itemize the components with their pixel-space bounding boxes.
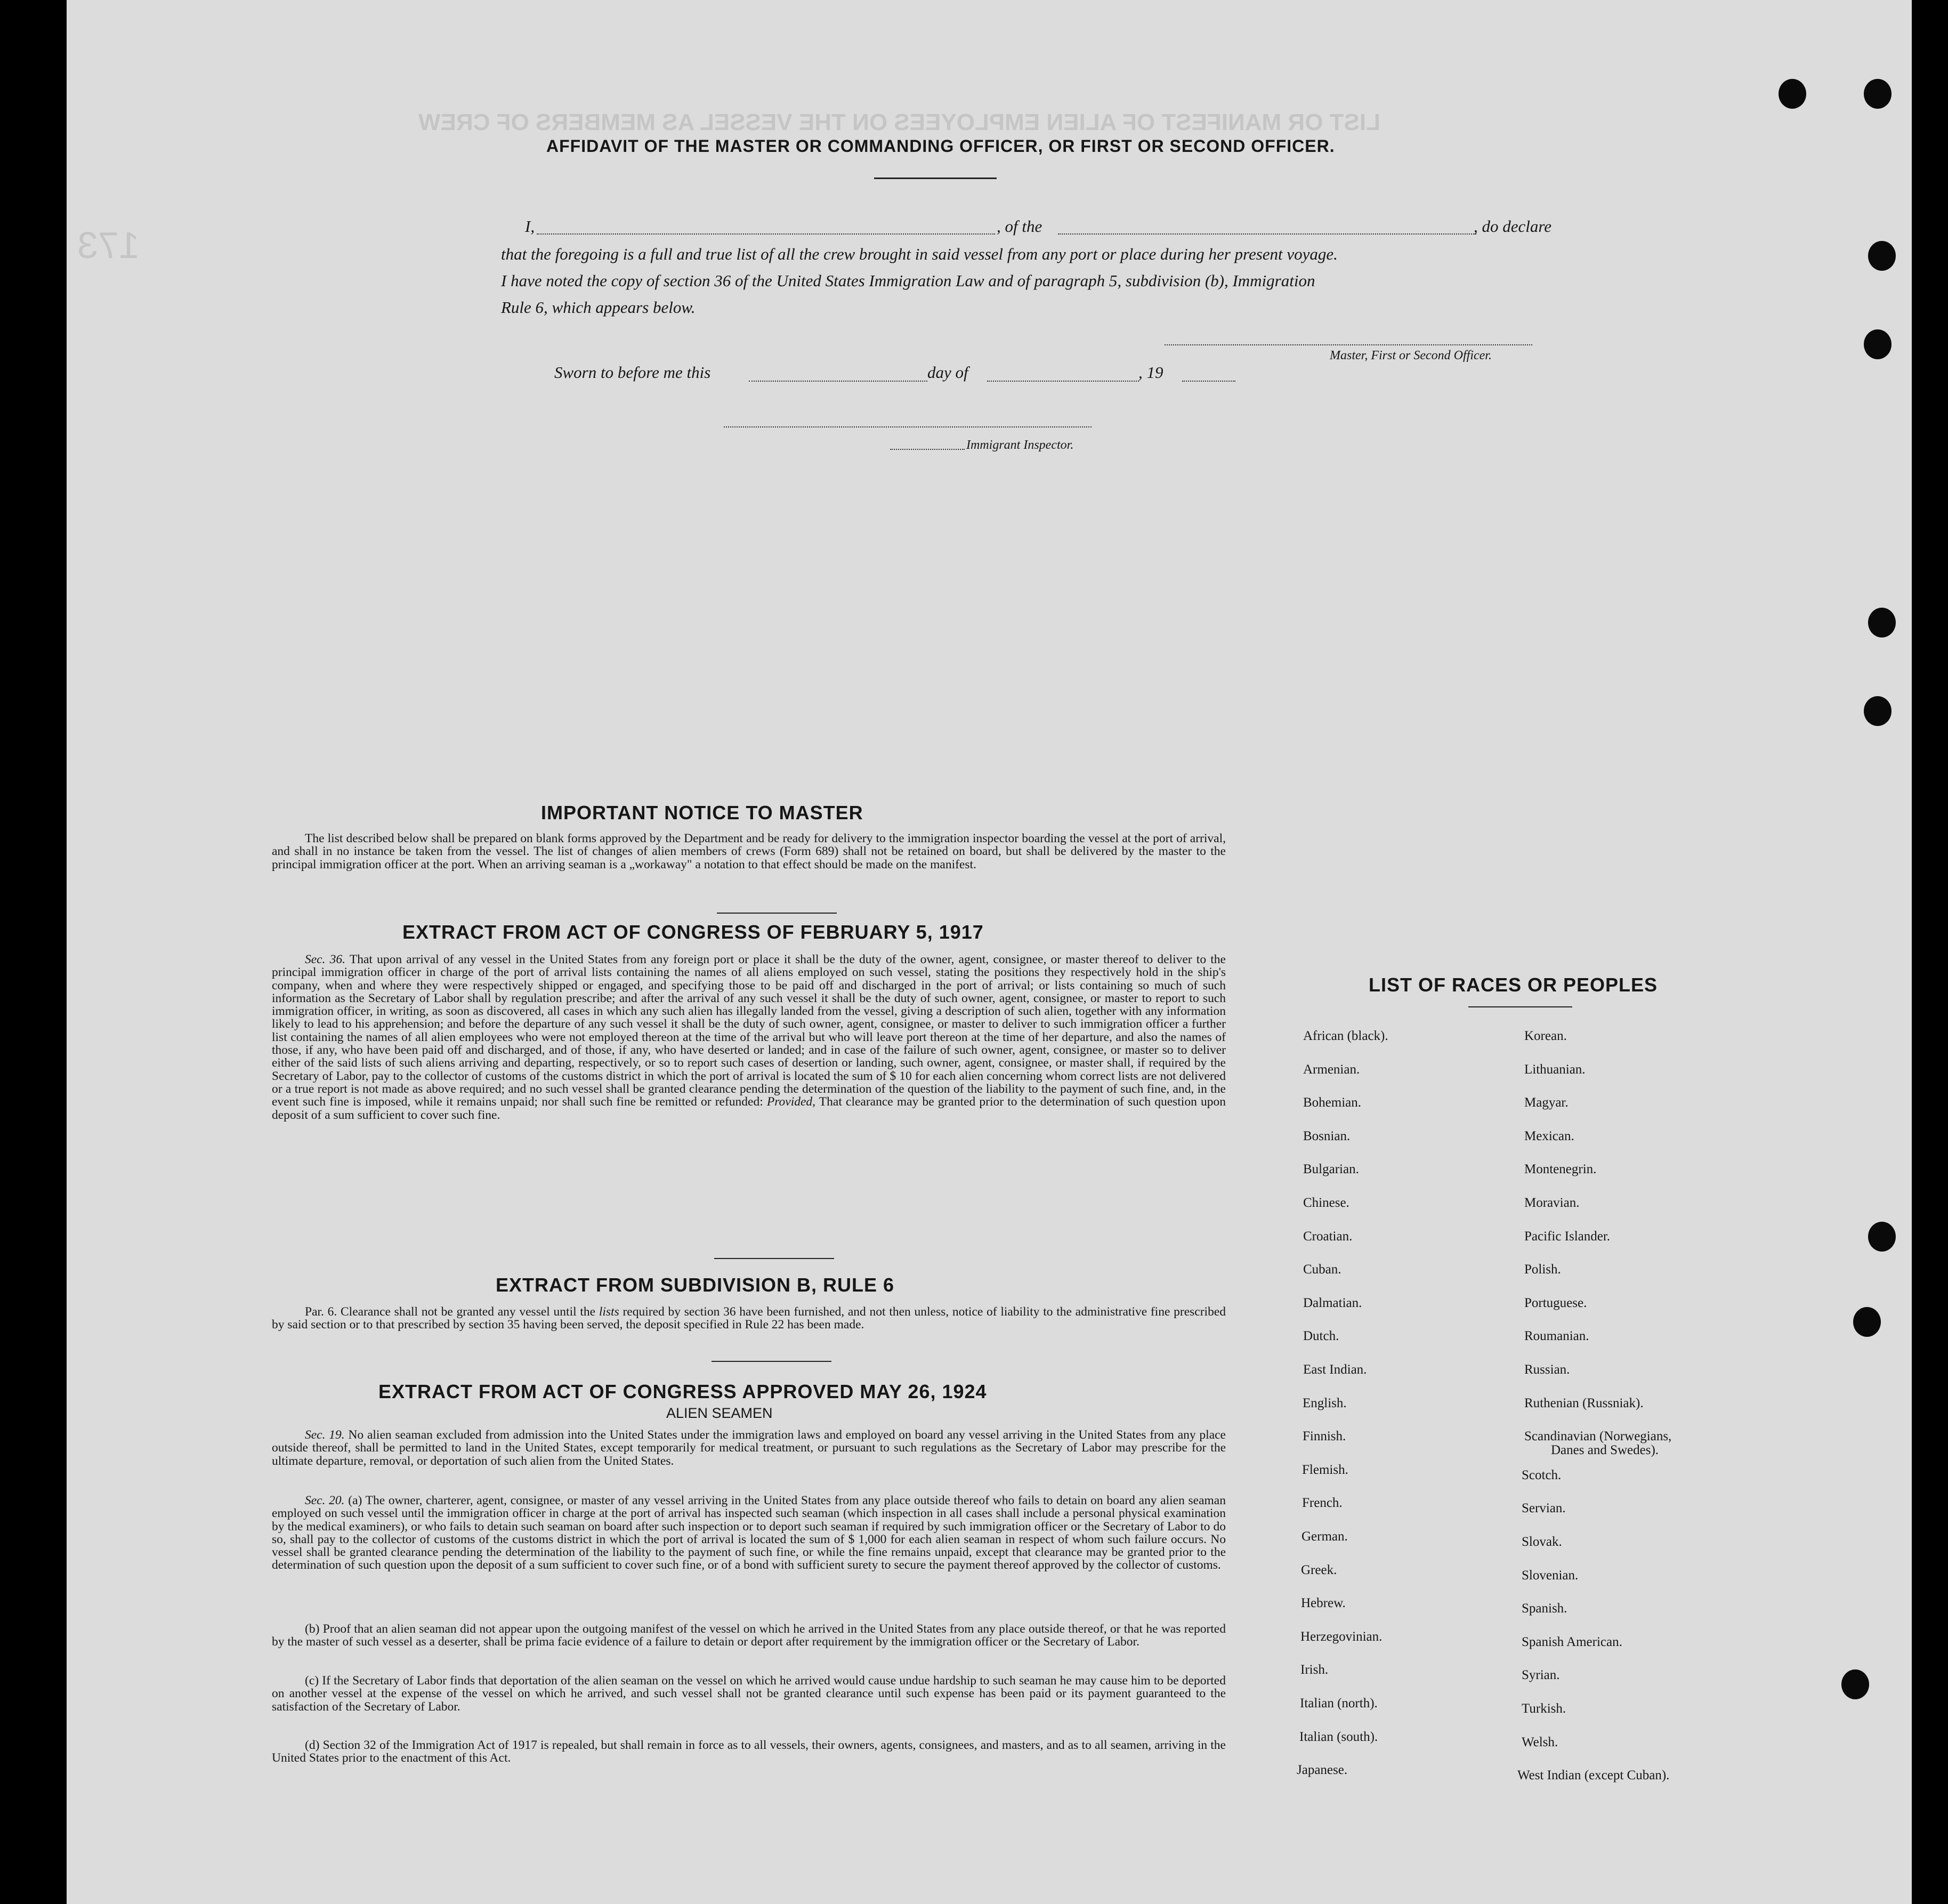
punch-hole <box>1779 79 1806 109</box>
race-item: Greek. <box>1301 1562 1337 1577</box>
extract-1917-title: EXTRACT FROM ACT OF CONGRESS OF FEBRUARY 5, 1917 <box>402 921 984 943</box>
punch-hole <box>1841 1669 1869 1699</box>
sworn-prefix: Sworn to before me this <box>554 363 711 382</box>
race-item: Roumanian. <box>1524 1329 1589 1344</box>
race-item: Spanish. <box>1522 1601 1567 1616</box>
sec20b-text: (b) Proof that an alien seaman did not appear upon the outgoing manifest of the vessel on which he arrived in the United States from any place outside thereof, or that he was reported by the master of such vessel as a deserter, shall be prima facie evidence of a failure to detain or deport after requirement by the immigration officer or the Secretary of Labor. <box>272 1622 1226 1649</box>
race-item: Lithuanian. <box>1524 1062 1586 1077</box>
divider <box>717 913 837 914</box>
notice-text: The list described below shall be prepared on blank forms approved by the Department and be ready for delivery to the immigration inspector boarding the vessel at the port of arrival, and shall in no instance be taken from the vessel. The list of changes of alien members of crews (Form 689) shall not be retained on board, but shall be delivered by the master to the principal immigration officer at the port. When an arriving seaman is a „workaway" a notation to that effect should be made on the manifest. <box>272 832 1226 872</box>
extract-1917-body <box>272 953 1226 1122</box>
sworn-year-field[interactable] <box>1182 381 1235 382</box>
race-item: Hebrew. <box>1301 1596 1346 1611</box>
affidavit-line-1 <box>525 212 1602 241</box>
race-item: Russian. <box>1524 1362 1570 1377</box>
title-underline <box>874 178 997 179</box>
affidavit-of-the: , of the <box>997 217 1042 236</box>
divider <box>714 1258 834 1259</box>
race-item: Moravian. <box>1524 1196 1580 1210</box>
race-item: Scotch. <box>1522 1467 1562 1482</box>
sworn-day-field[interactable] <box>749 381 927 382</box>
punch-hole <box>1868 608 1896 638</box>
race-item: African (black). <box>1303 1029 1388 1043</box>
rule6-text-b: required by section 36 have been furnished, and not then unless, notice of liability to the administrative fine prescribed by said section or to that prescribed by section 35 having been served, the deposit specified in Rule 22 has been made. <box>272 1305 1226 1332</box>
race-item: French. <box>1302 1496 1343 1511</box>
race-item: Dalmatian. <box>1303 1295 1362 1310</box>
divider <box>1468 1006 1572 1007</box>
punch-hole <box>1864 79 1892 109</box>
sec20-label: Sec. 20. <box>305 1494 345 1507</box>
race-item: Bosnian. <box>1303 1128 1351 1143</box>
extract-1924-title: EXTRACT FROM ACT OF CONGRESS APPROVED MAY 26, 1924 <box>378 1381 987 1402</box>
inspector-prefix-line[interactable] <box>890 449 965 450</box>
race-item: Pacific Islander. <box>1524 1229 1611 1244</box>
race-item: Bohemian. <box>1303 1095 1362 1110</box>
race-item: Portuguese. <box>1524 1295 1587 1310</box>
race-item: Montenegrin. <box>1524 1162 1597 1177</box>
race-item: Herzegovinian. <box>1300 1629 1383 1644</box>
sworn-line <box>554 358 1279 387</box>
race-item: Japanese. <box>1297 1763 1348 1778</box>
sec20b-body <box>272 1623 1226 1649</box>
race-item: Flemish. <box>1302 1462 1348 1477</box>
sec20a-text: (a) The owner, charterer, agent, consignee, or master of any vessel arriving in the United States from any place outside thereof who fails to detain on board any alien seaman employed on such vessel until the immigration officer in charge at the port of arrival has inspected such seaman (which inspection in all cases shall include a personal physical examination by the medical examiners), or who fails to detain such seaman on board after such inspection or to deport such seaman if required by such immigration officer or the Secretary of Labor to do so, shall pay to the collector of customs of the customs district in which the port of arrival is located the sum of $ 1,000 for each alien seaman in respect of whom such failure occurs. No vessel shall be granted clearance pending the determination of the liability to the payment of such fine, or while the fine remains unpaid, except that clearance may be granted prior to the determination of such question upon the deposit of a sum sufficient to cover such fine, or of a bond with sufficient surety to secure the payment thereof approved by the collector of customs. <box>272 1494 1226 1572</box>
master-signature-label: Master, First or Second Officer. <box>1330 349 1492 362</box>
notice-title: IMPORTANT NOTICE TO MASTER <box>541 802 863 824</box>
race-item: Italian (south). <box>1299 1729 1378 1744</box>
sec20c-body <box>272 1674 1226 1713</box>
provided-label: Provided, <box>766 1095 816 1109</box>
race-item: English. <box>1303 1395 1347 1410</box>
races-title: LIST OF RACES OR PEOPLES <box>1369 974 1658 996</box>
sec20a-body <box>272 1494 1226 1572</box>
affidavit-declare: , do declare <box>1474 217 1552 236</box>
sec19-text: No alien seaman excluded from admission into the United States under the immigration laws and employed on board any vessel arriving in the United States from any place outside thereof, shall be permitted to land in the United States, except temporarily for medical treatment, or pursuant to such regulations as the Secretary of Labor may prescribe for the ultimate departure, removal, or deportation of such alien from the United States. <box>272 1428 1226 1468</box>
race-item: Turkish. <box>1522 1701 1566 1716</box>
extract-1924-subtitle: ALIEN SEAMEN <box>666 1405 773 1421</box>
race-item: Spanish American. <box>1522 1634 1622 1649</box>
name-field[interactable] <box>537 233 995 235</box>
sec36-text: That upon arrival of any vessel in the United States from any foreign port or place it shall be the duty of the owner, agent, consignee, or master thereof to deliver to the principal immigration officer in charge of the port of arrival lists containing the names of all aliens employed on such vessel, stating the positions they respectively hold in the ship's company, when and where they were respectively shipped or engaged, and specifying those to be paid off and discharged in the port of arrival; or lists containing so much of such information as the Secretary of Labor shall by regulation prescribe; and after the arrival of any such vessel it shall be the duty of such owner, agent, consignee, or master to report to such immigration officer, in writing, as soon as discovered, all cases in which any such alien has illegally landed from the vessel, giving a description of such alien, together with any information likely to lead to his apprehension; and before the departure of any such vessel it shall be the duty of such owner, agent, consignee, or master to deliver to such immigration officer a further list containing the names of all alien employees who were not employed thereon at the time of the arrival but who will leave port thereon at the time of her departure, and also the names of those, if any, who have been paid off and discharged, and of those, if any, who have deserted or landed; and in case of the failure of such owner, agent, consignee, or master so to deliver either of the said lists of such aliens arriving and departing, respectively, or so to report such cases of desertion or landing, such owner, agent, consignee, or master shall, if required by the Secretary of Labor, pay to the collector of customs of the customs district in which the port of arrival is located the sum of $ 10 for each alien concerning whom correct lists are not delivered or a true report is not made as above required; and no such vessel shall be granted clearance pending the determination of the question of the liability to the payment of such fine, and, in the event such fine is imposed, while it remains unpaid; nor shall such fine be remitted or refunded: <box>272 953 1226 1109</box>
sec36-tail: That clearance may be granted prior to the determination of such question upon deposit of a sum sufficient to cover such fine. <box>272 1095 1226 1122</box>
document-page <box>67 0 1912 1904</box>
divider <box>712 1361 831 1362</box>
race-item: Irish. <box>1300 1663 1329 1677</box>
sec36-label: Sec. 36. <box>305 953 346 966</box>
race-item: Danes and Swedes). <box>1551 1443 1659 1458</box>
rule6-title: EXTRACT FROM SUBDIVISION B, RULE 6 <box>496 1274 895 1296</box>
vessel-field[interactable] <box>1058 233 1476 235</box>
race-item: West Indian (except Cuban). <box>1517 1768 1670 1783</box>
race-item: Bulgarian. <box>1303 1162 1359 1177</box>
sworn-day-label: day of <box>927 363 968 382</box>
race-item: Chinese. <box>1303 1196 1349 1210</box>
sec19-body <box>272 1429 1226 1467</box>
race-item: Scandinavian (Norwegians, <box>1524 1429 1672 1444</box>
race-item: Slovenian. <box>1522 1568 1579 1583</box>
affidavit-i: I, <box>525 217 535 236</box>
sec19-label: Sec. 19. <box>305 1428 345 1442</box>
race-item: Ruthenian (Russniak). <box>1524 1395 1644 1410</box>
affidavit-title: AFFIDAVIT OF THE MASTER OR COMMANDING OFFICER, OR FIRST OR SECOND OFFICER. <box>546 136 1335 156</box>
race-item: German. <box>1302 1529 1348 1544</box>
race-item: East Indian. <box>1303 1362 1367 1377</box>
race-item: Polish. <box>1524 1262 1561 1277</box>
bleed-through-number: 173 <box>77 224 140 266</box>
notice-body <box>272 832 1226 871</box>
punch-hole <box>1864 329 1892 359</box>
sec20d-text: (d) Section 32 of the Immigration Act of 1917 is repealed, but shall remain in force as to all vessels, their owners, agents, consignees, and masters, and as to all seamen, arriving in the United States prior to the enactment of this Act. <box>272 1738 1226 1765</box>
race-item: Dutch. <box>1303 1329 1339 1344</box>
rule6-text-a: Par. 6. Clearance shall not be granted any vessel until the <box>305 1305 596 1319</box>
rule6-body <box>272 1305 1226 1332</box>
affidavit-line-3: I have noted the copy of section 36 of the United States Immigration Law and of paragraph 5, subdivision (b), Immigration <box>501 271 1315 290</box>
bleed-through-text: LIST OR MANIFEST OF ALIEN EMPLOYEES ON THE VESSEL AS MEMBERS OF CREW <box>418 109 1380 135</box>
race-item: Syrian. <box>1522 1668 1560 1683</box>
race-item: Magyar. <box>1524 1095 1569 1110</box>
master-signature-line[interactable] <box>1165 344 1532 345</box>
race-item: Italian (north). <box>1300 1696 1378 1711</box>
inspector-label: Immigrant Inspector. <box>966 438 1074 452</box>
race-item: Slovak. <box>1522 1535 1562 1549</box>
sworn-year-label: , 19 <box>1138 363 1163 382</box>
punch-hole <box>1864 696 1892 726</box>
race-item: Finnish. <box>1303 1429 1346 1444</box>
punch-hole <box>1868 1222 1896 1252</box>
race-item: Welsh. <box>1522 1734 1558 1749</box>
rule6-lists: lists <box>599 1305 619 1319</box>
inspector-signature-line[interactable] <box>724 426 1092 427</box>
punch-hole <box>1853 1307 1881 1337</box>
race-item: Korean. <box>1524 1029 1567 1043</box>
affidavit-line-4: Rule 6, which appears below. <box>501 298 696 317</box>
race-item: Servian. <box>1522 1501 1566 1516</box>
race-item: Cuban. <box>1303 1262 1341 1277</box>
affidavit-line-2: that the foregoing is a full and true list of all the crew brought in said vessel from any port or place during her present voyage. <box>501 245 1338 263</box>
race-item: Croatian. <box>1303 1229 1353 1244</box>
sec20d-body <box>272 1739 1226 1765</box>
race-item: Mexican. <box>1524 1128 1574 1143</box>
sworn-month-field[interactable] <box>987 381 1139 382</box>
punch-hole <box>1868 241 1896 271</box>
sec20c-text: (c) If the Secretary of Labor finds that deportation of the alien seaman on the vessel on which he arrived would cause undue hardship to such seaman he may cause him to be deported on another vessel at the expense of the vessel on which he arrived, and such vessel shall not be granted clearance until such expense has been paid or its payment guaranteed to the satisfaction of the Secretary of Labor. <box>272 1674 1226 1714</box>
race-item: Armenian. <box>1303 1062 1360 1077</box>
